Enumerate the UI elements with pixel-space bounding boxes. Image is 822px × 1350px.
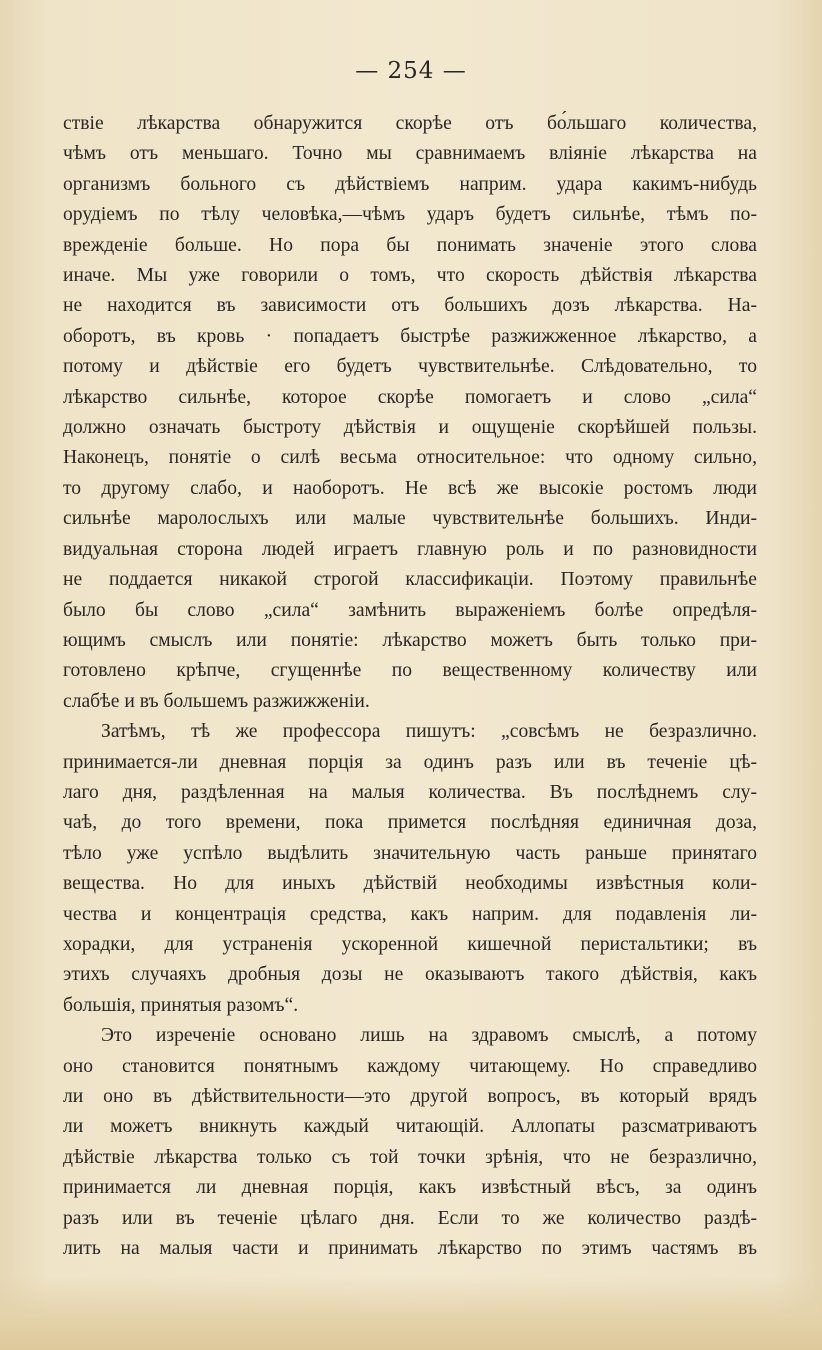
text-line: ствіе лѣкарства обнаружится скорѣе отъ бо́льшаго количества, (63, 113, 757, 134)
text-line: чѣмъ отъ меньшаго. Точно мы сравнимаемъ вліяніе лѣкарства на (63, 143, 757, 165)
page-edge-shading (0, 1275, 822, 1350)
text-line: то другому слабо, и наоборотъ. Не всѣ же высокіе ростомъ люди (63, 477, 757, 499)
text-line: сильнѣе маролослыхъ или малые чувствительнѣе большихъ. Инди- (63, 508, 757, 530)
text-line: лѣкарство сильнѣе, которое скорѣе помогаетъ и слово „сила“ (63, 386, 757, 408)
text-line: видуальная сторона людей играетъ главную роль и по разновидности (63, 538, 757, 560)
text-line: вещества. Но для иныхъ дѣйствій необходимы извѣстныя коли- (63, 873, 757, 895)
text-line: организмъ больного съ дѣйствіемъ наприм. удара какимъ-нибудь (63, 173, 757, 195)
text-line: этихъ случаяхъ дробныя дозы не оказываютъ такого дѣйствія, какъ (63, 964, 757, 986)
text-line: должно означать быстроту дѣйствія и ощущеніе скорѣйшей пользы. (63, 417, 757, 439)
text-line: ли можетъ вникнуть каждый читающій. Аллопаты разсматриваютъ (63, 1116, 757, 1138)
text-line: принимается ли дневная порція, какъ извѣстный вѣсъ, за одинъ (63, 1177, 757, 1199)
paragraph (63, 1021, 757, 1264)
text-line: лаго дня, раздѣленная на малыя количества. Въ послѣднемъ слу- (63, 781, 757, 803)
text-line: дѣйствіе лѣкарства только съ той точки зрѣнія, что не безразлично, (63, 1146, 757, 1168)
paragraph (63, 717, 757, 1021)
text-line: слабѣе и въ большемъ разжижженіи. (63, 690, 370, 712)
text-line: не поддается никакой строгой классификаціи. Поэтому правильнѣе (63, 569, 757, 591)
paragraph (63, 109, 757, 717)
text-line: Наконецъ, понятіе о силѣ весьма относительное: что одному сильно, (63, 447, 757, 469)
text-line: чаѣ, до того времени, пока примется послѣдняя единичная доза, (63, 812, 757, 834)
text-line: потому и дѣйствіе его будетъ чувствительнѣе. Слѣдовательно, то (63, 356, 757, 378)
text-line: принимается-ли дневная порція за одинъ разъ или въ теченіе цѣ- (63, 751, 757, 773)
text-line: большія, принятыя разомъ“. (63, 994, 299, 1016)
text-line: иначе. Мы уже говорили о томъ, что скорость дѣйствія лѣкарства (63, 265, 757, 287)
text-line: орудіемъ по тѣлу человѣка,—чѣмъ ударъ будетъ сильнѣе, тѣмъ по- (63, 204, 757, 226)
text-line: лить на малыя части и принимать лѣкарство по этимъ частямъ въ (63, 1238, 757, 1260)
text-line: чества и концентрація средства, какъ наприм. для подавленія ли- (63, 903, 757, 925)
text-line: ли оно въ дѣйствительности—это другой вопросъ, въ который врядъ (63, 1086, 757, 1107)
text-line: тѣло уже успѣло выдѣлить значительную часть раньше принятаго (63, 842, 757, 864)
text-line: хорадки, для устраненія ускоренной кишечной перистальтики; въ (63, 933, 757, 955)
text-line: не находится въ зависимости отъ большихъ дозъ лѣкарства. На- (63, 295, 757, 317)
text-line: Затѣмъ, тѣ же профессора пишутъ: „совсѣмъ не безразлично. (101, 721, 757, 743)
text-line: Это изреченіе основано лишь на здравомъ смыслѣ, а потому (101, 1025, 757, 1047)
text-line: было бы слово „сила“ замѣнить выраженіемъ болѣе опредѣля- (63, 599, 757, 621)
text-line: оборотъ, въ кровь · попадаетъ быстрѣе разжижженное лѣкарство, а (63, 325, 757, 347)
text-line: ющимъ смыслъ или понятіе: лѣкарство можетъ быть только при- (63, 629, 757, 651)
page-body (63, 109, 757, 1264)
text-line: готовлено крѣпче, сгущеннѣе по вещественному количеству или (63, 660, 757, 682)
page-number: — 254 — (355, 58, 467, 84)
text-line: разъ или въ теченіе цѣлаго дня. Если то же количество раздѣ- (63, 1207, 757, 1229)
text-line: оно становится понятнымъ каждому читающему. Но справедливо (63, 1055, 757, 1077)
text-line: врежденіе больше. Но пора бы понимать значеніе этого слова (63, 234, 757, 256)
